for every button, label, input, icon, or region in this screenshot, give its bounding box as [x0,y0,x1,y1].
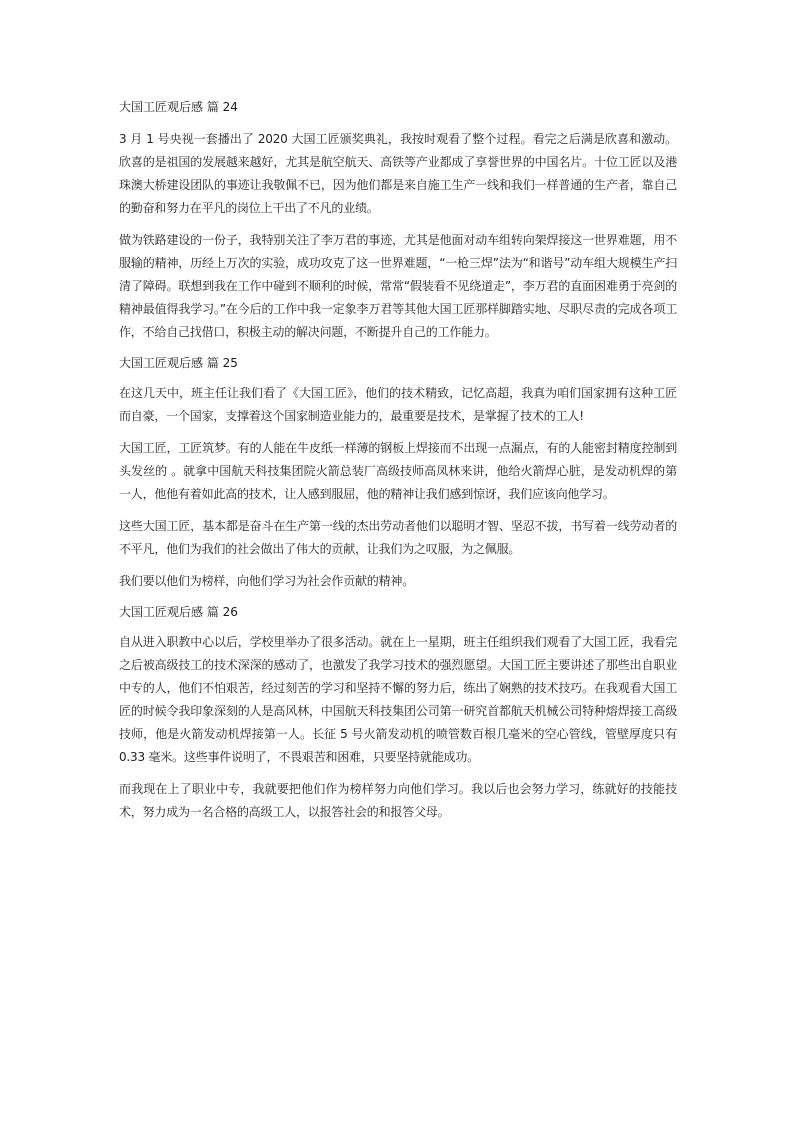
paragraph: 这些大国工匠，基本都是奋斗在生产第一线的杰出劳动者他们以聪明才智、坚忍不拔，书写着一线劳动者的不平凡，他们为我们的社会做出了伟大的贡献，让我们为之叹服，为之佩服。 [119,519,677,556]
essay-section-25 [119,353,677,593]
paragraph: 3 月 1 号央视一套播出了 2020 大国工匠颁奖典礼，我按时观看了整个过程。看完之后满是欣喜和激动。欣喜的是祖国的发展越来越好，尤其是航空航天、高铁等产业都成了享誉世界的中国名片。十位工匠以及港珠澳大桥建设团队的事迹让我敬佩不已，因为他们都是来自施工生产一线和我们一样普通的生产者，靠自己的勤奋和努力在平凡的岗位上干出了不凡的业绩。 [119,132,677,215]
essay-section-26 [119,602,677,824]
essay-section-24 [119,97,677,344]
paragraph: 而我现在上了职业中专，我就要把他们作为榜样努力向他们学习。我以后也会努力学习，练就好的技能技术，努力成为一名合格的高级工人，以报答社会的和报答父母。 [119,782,677,819]
section-title: 大国工匠观后感 篇 25 [119,356,238,370]
section-title: 大国工匠观后感 篇 26 [119,605,238,619]
document-page [119,97,677,833]
paragraph: 做为铁路建设的一份子，我特别关注了李万君的事迹，尤其是他面对动车组转向架焊接这一世界难题，用不服输的精神，历经上万次的实验，成功攻克了这一世界难题，“一枪三焊”法为“和谐号”动车组大规模生产扫清了障碍。联想到我在工作中碰到不顺利的时候，常常“假装看不见绕道走”，李万君的直面困难勇于亮剑的精神最值得我学习。”在今后的工作中我一定象李万君等其他大国工匠那样脚踏实地、尽职尽责的完成各项工作，不给自己找借口，积极主动的解决问题，不断提升自己的工作能力。 [119,233,677,339]
paragraph: 我们要以他们为榜样，向他们学习为社会作贡献的精神。 [119,574,415,588]
paragraph: 大国工匠，工匠筑梦。有的人能在牛皮纸一样薄的钢板上焊接而不出现一点漏点，有的人能密封精度控制到头发丝的 。就拿中国航天科技集团院火箭总装厂高级技师高凤林来讲，他给火箭焊心脏，是发动机焊的第一人，他他有着如此高的技术，让人感到服屈，他的精神让我们感到惊讶，我们应该向他学习。 [119,441,677,501]
section-title: 大国工匠观后感 篇 24 [119,100,238,114]
paragraph: 自从进入职教中心以后，学校里举办了很多活动。就在上一星期，班主任组织我们观看了大国工匠，我看完之后被高级技工的技术深深的感动了，也激发了我学习技术的强烈愿望。大国工匠主要讲述了那些出自职业中专的人，他们不怕艰苦，经过刻苦的学习和坚持不懈的努力后，练出了娴熟的技术技巧。在我观看大国工匠的时候令我印象深刻的人是高风林，中国航天科技集团公司第一研究首都航天机械公司特种熔焊接工高级技师，他是火箭发动机焊接第一人。长征 5 号火箭发动机的喷管数百根几毫米的空心管线，管壁厚度只有 0.33 毫米。这些事件说明了，不畏艰苦和困难，只要坚持就能成功。 [119,635,677,764]
paragraph: 在这几天中，班主任让我们看了《大国工匠》，他们的技术精致，记忆高超，我真为咱们国家拥有这种工匠而自豪，一个国家，支撑着这个国家制造业能力的，最重要是技术，是掌握了技术的工人! [119,386,677,423]
